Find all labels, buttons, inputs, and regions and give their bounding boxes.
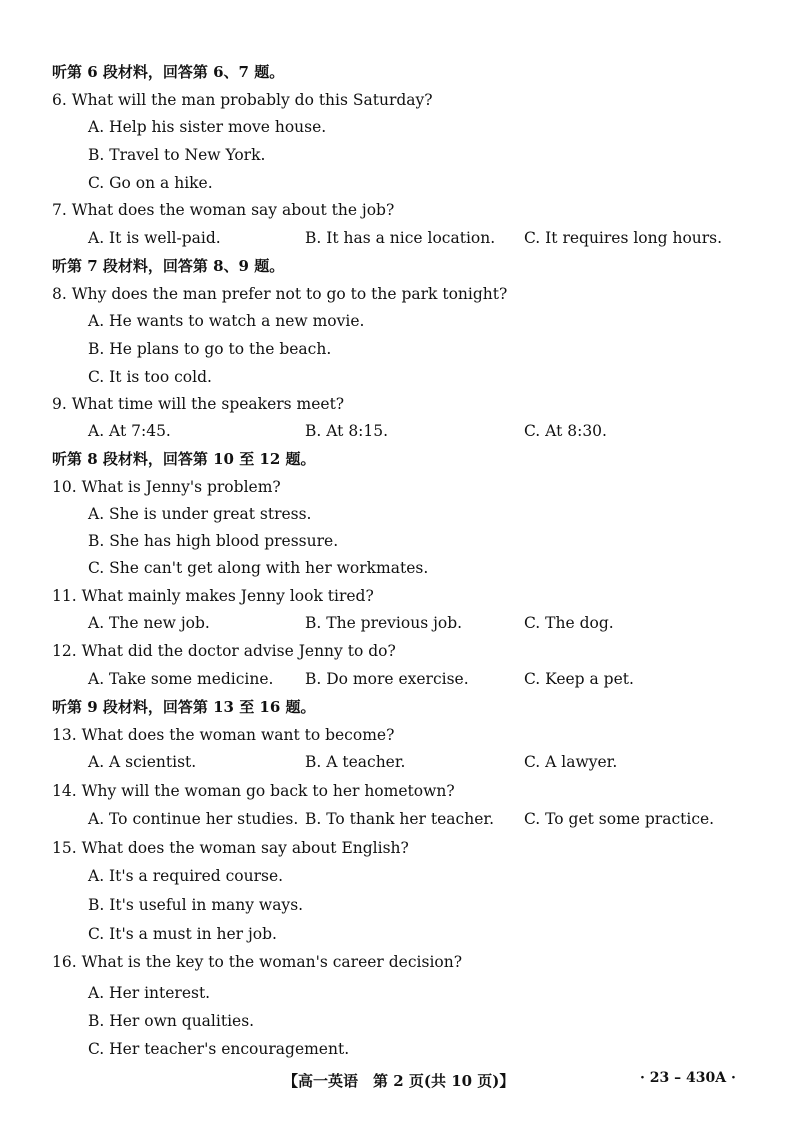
question-8-option-a: A. He wants to watch a new movie. (88, 312, 365, 330)
question-15-option-a: A. It's a required course. (88, 867, 284, 885)
question-12-option-a: A. Take some medicine. (88, 670, 274, 688)
question-16-option-c: C. Her teacher's encouragement. (88, 1040, 350, 1058)
section-heading-8: 听第 8 段材料，回答第 10 至 12 题。 (52, 450, 316, 468)
question-13-option-b: B. A teacher. (305, 753, 406, 771)
question-13-option-a: A. A scientist. (88, 753, 197, 771)
question-7-option-b: B. It has a nice location. (305, 229, 496, 247)
question-11-option-a: A. The new job. (88, 614, 210, 632)
section-heading-7: 听第 7 段材料，回答第 8、9 题。 (52, 257, 285, 275)
question-16-option-a: A. Her interest. (88, 984, 211, 1002)
question-6-option-c: C. Go on a hike. (88, 174, 213, 192)
question-12-option-c: C. Keep a pet. (524, 670, 634, 688)
question-9-option-a: A. At 7:45. (88, 422, 171, 440)
question-10-option-b: B. She has high blood pressure. (88, 532, 339, 550)
question-14-option-a: A. To continue her studies. (88, 810, 299, 828)
question-15-option-c: C. It's a must in her job. (88, 925, 277, 943)
question-15-stem: 15. What does the woman say about English? (52, 839, 409, 857)
question-13-stem: 13. What does the woman want to become? (52, 726, 395, 744)
question-6-option-a: A. Help his sister move house. (88, 118, 327, 136)
question-7-stem: 7. What does the woman say about the job? (52, 201, 395, 219)
question-9-stem: 9. What time will the speakers meet? (52, 395, 345, 413)
question-16-option-b: B. Her own qualities. (88, 1012, 255, 1030)
question-10-stem: 10. What is Jenny's problem? (52, 478, 281, 496)
question-15-option-b: B. It's useful in many ways. (88, 896, 304, 914)
question-14-option-c: C. To get some practice. (524, 810, 715, 828)
question-10-option-a: A. She is under great stress. (88, 505, 312, 523)
question-11-stem: 11. What mainly makes Jenny look tired? (52, 587, 374, 605)
question-12-option-b: B. Do more exercise. (305, 670, 469, 688)
question-10-option-c: C. She can't get along with her workmates. (88, 559, 429, 577)
section-heading-9: 听第 9 段材料，回答第 13 至 16 题。 (52, 698, 316, 716)
question-8-option-b: B. He plans to go to the beach. (88, 340, 332, 358)
question-12-stem: 12. What did the doctor advise Jenny to do? (52, 642, 396, 660)
question-8-option-c: C. It is too cold. (88, 368, 212, 386)
question-6-stem: 6. What will the man probably do this Saturday? (52, 91, 433, 109)
question-14-option-b: B. To thank her teacher. (305, 810, 494, 828)
question-6-option-b: B. Travel to New York. (88, 146, 266, 164)
question-14-stem: 14. Why will the woman go back to her hometown? (52, 782, 455, 800)
question-8-stem: 8. Why does the man prefer not to go to the park tonight? (52, 285, 508, 303)
page-footer: 【高一英语 第 2 页(共 10 页)】 (283, 1072, 515, 1090)
question-9-option-c: C. At 8:30. (524, 422, 607, 440)
question-13-option-c: C. A lawyer. (524, 753, 618, 771)
question-9-option-b: B. At 8:15. (305, 422, 389, 440)
question-11-option-b: B. The previous job. (305, 614, 463, 632)
exam-code: · 23 – 430A · (640, 1070, 736, 1086)
question-7-option-a: A. It is well-paid. (88, 229, 221, 247)
question-7-option-c: C. It requires long hours. (524, 229, 723, 247)
question-16-stem: 16. What is the key to the woman's career decision? (52, 953, 463, 971)
question-11-option-c: C. The dog. (524, 614, 614, 632)
section-heading-6: 听第 6 段材料，回答第 6、7 题。 (52, 63, 285, 81)
